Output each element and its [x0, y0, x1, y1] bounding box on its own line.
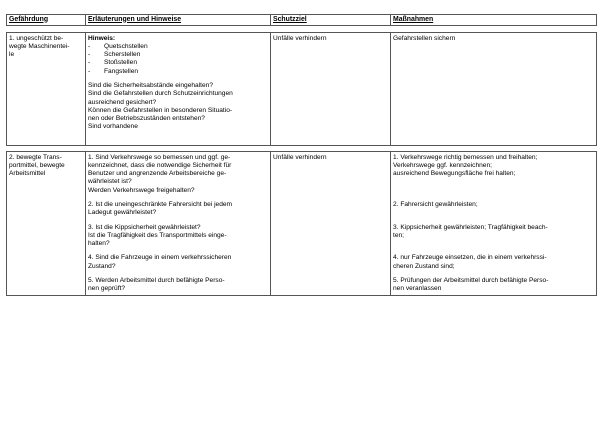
section-1-table	[6, 32, 597, 146]
hint-item-text: Quetschstellen	[104, 42, 148, 50]
measure-text: 1. Verkehrswege richtig bemessen und freihalten;	[393, 153, 538, 161]
question-text: Benutzer und angrenzende Arbeitsbereiche ge-	[88, 170, 227, 178]
table-row	[7, 152, 597, 296]
measure-text: ausreichend Bewegungsfläche frei halten;	[393, 170, 516, 178]
measure-text: 5. Prüfungen der Arbeitsmittel durch befähigte Perso-	[393, 277, 549, 285]
hazard-text: portmittel, bewegte	[9, 161, 65, 169]
hazard-text: 1. ungeschützt be-	[9, 34, 64, 42]
measure-text: Gefahrstellen sichern	[393, 34, 456, 42]
section-2-table	[6, 151, 597, 296]
question-text: 4. Sind die Fahrzeuge in einem verkehrssicheren	[88, 254, 232, 262]
hazard-cell	[7, 33, 86, 146]
question-text: Zustand?	[88, 262, 116, 270]
question-text: Ist die Tragfähigkeit des Transportmittels einge-	[88, 231, 227, 239]
hint-item-text: Scherstellen	[104, 51, 141, 59]
hazard-text: Arbeitsmittel	[9, 170, 46, 178]
protection-goal-cell	[271, 33, 391, 146]
question-text: Sind vorhandene	[88, 123, 138, 131]
hint-item-text: Fangstellen	[104, 67, 139, 75]
hazard-text: 2. bewegte Trans-	[9, 153, 62, 161]
question-text: währleistet ist?	[88, 178, 132, 186]
question-text: 3. Ist die Kippsicherheit gewährleistet?	[88, 223, 201, 231]
measure-text: 3. Kippsicherheit gewährleisten; Tragfähigkeit beach-	[393, 223, 548, 231]
protection-goal-cell	[271, 152, 391, 296]
measure-text: nen veranlassen	[393, 285, 442, 293]
measure-cell	[391, 33, 597, 146]
question-text: Sind die Gefahrstellen durch Schutzeinrichtungen	[88, 90, 233, 98]
measure-text: Verkehrswege ggf. kennzeichnen;	[393, 161, 492, 169]
header-measures: Maßnahmen	[391, 15, 597, 26]
hazard-text: le	[9, 51, 15, 59]
question-text: Werden Verkehrswege freigehalten?	[88, 186, 195, 194]
protection-goal-text: Unfälle verhindern	[273, 153, 327, 161]
question-text: 5. Werden Arbeitsmittel durch befähigte Perso-	[88, 277, 225, 285]
question-text: 2. Ist die uneingeschränkte Fahrersicht bei jedem	[88, 200, 233, 208]
question-text: halten?	[88, 240, 110, 248]
measure-text: 2. Fahrersicht gewährleisten;	[393, 200, 478, 208]
hint-item: - Scherstellen	[88, 51, 141, 59]
question-text: kennzeichnet, dass die notwendige Sicherheit für	[88, 161, 232, 169]
hint-item: - Stoßstellen	[88, 59, 137, 67]
hazard-cell	[7, 152, 86, 296]
measure-text: 4. nur Fahrzeuge einsetzen, die in einem verkehrssi-	[393, 254, 547, 262]
explanation-cell	[86, 152, 271, 296]
table-row	[7, 33, 597, 146]
measure-text: cheren Zustand sind;	[393, 262, 455, 270]
header-table	[6, 14, 597, 26]
question-text: Können die Gefahrstellen in besonderen Situatio-	[88, 106, 233, 114]
hazard-text: wegte Maschinentei-	[9, 42, 70, 50]
header-protection-goal: Schutzziel	[271, 15, 391, 26]
hint-item: - Quetschstellen	[88, 42, 148, 50]
question-text: ausreichend gesichert?	[88, 98, 157, 106]
header-hazard: Gefährdung	[7, 15, 86, 26]
header-row	[7, 15, 597, 26]
hint-item-text: Stoßstellen	[104, 59, 137, 67]
question-text: 1. Sind Verkehrswege so bemessen und ggf. ge-	[88, 153, 231, 161]
measure-text: ten;	[393, 231, 404, 239]
question-text: nen oder Betriebszuständen entstehen?	[88, 115, 205, 123]
question-text: nen geprüft?	[88, 285, 126, 293]
header-explanations: Erläuterungen und Hinweise	[86, 15, 271, 26]
measure-cell	[391, 152, 597, 296]
question-text: Ladegut gewährleistet?	[88, 209, 157, 217]
hint-title: Hinweis:	[88, 34, 116, 42]
hint-item: - Fangstellen	[88, 67, 139, 75]
question-text: Sind die Sicherheitsabstände eingehalten?	[88, 81, 214, 89]
explanation-cell	[86, 33, 271, 146]
protection-goal-text: Unfälle verhindern	[273, 34, 327, 42]
